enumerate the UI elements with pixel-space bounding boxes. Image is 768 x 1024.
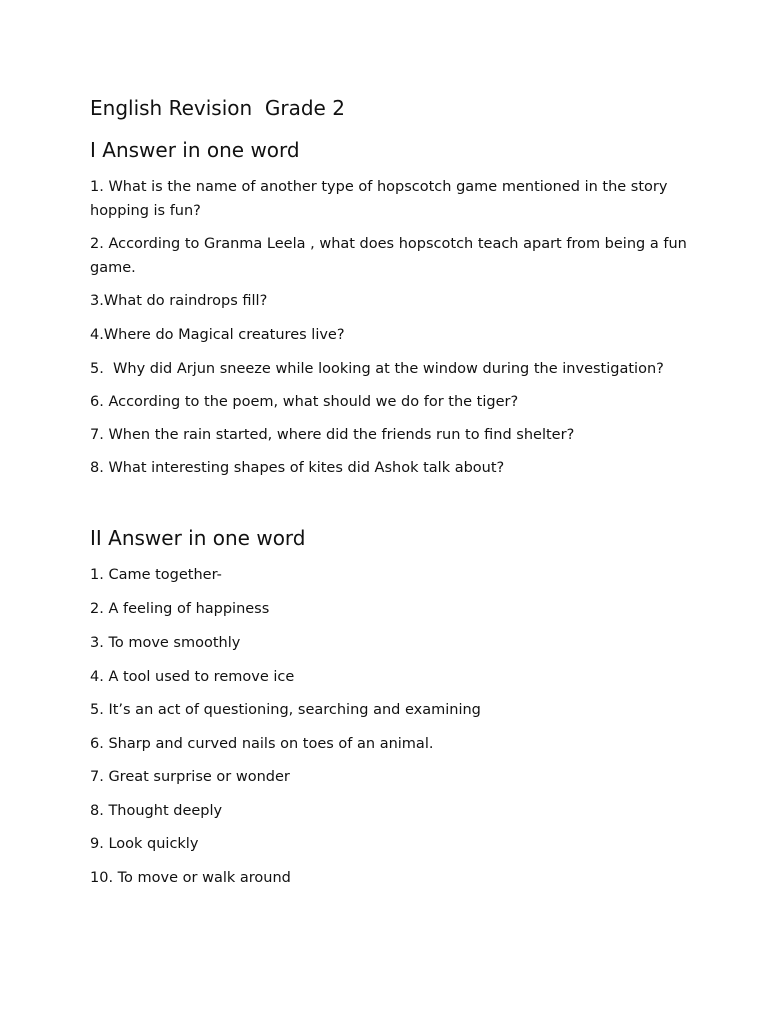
section-2-question-3: 3. To move smoothly bbox=[90, 635, 241, 651]
section-1-question-3: 3.What do raindrops fill? bbox=[90, 293, 268, 309]
section-2-question-2: 2. A feeling of happiness bbox=[90, 601, 270, 617]
section-1-question-6: 6. According to the poem, what should we do for the tiger? bbox=[90, 394, 519, 410]
section-2-question-10: 10. To move or walk around bbox=[90, 870, 291, 886]
section-1-question-2: 2. According to Granma Leela , what does hopscotch teach apart from being a fun game. bbox=[90, 236, 692, 276]
section-1-question-7: 7. When the rain started, where did the friends run to find shelter? bbox=[90, 427, 575, 443]
section-2-question-6: 6. Sharp and curved nails on toes of an animal. bbox=[90, 736, 434, 752]
section-1-heading: I Answer in one word bbox=[90, 138, 300, 162]
section-1-question-4: 4.Where do Magical creatures live? bbox=[90, 327, 345, 343]
document-title: English Revision Grade 2 bbox=[90, 96, 345, 120]
section-2-question-1: 1. Came together- bbox=[90, 567, 222, 583]
section-1-question-5: 5. Why did Arjun sneeze while looking at the window during the investigation? bbox=[90, 361, 664, 377]
section-2-question-5: 5. It’s an act of questioning, searching and examining bbox=[90, 702, 481, 718]
section-2-heading: II Answer in one word bbox=[90, 526, 306, 550]
section-2-question-9: 9. Look quickly bbox=[90, 836, 199, 852]
section-1-question-1: 1. What is the name of another type of hopscotch game mentioned in the story hopping is fun? bbox=[90, 179, 673, 219]
worksheet-page bbox=[90, 0, 750, 1024]
section-1-question-8: 8. What interesting shapes of kites did Ashok talk about? bbox=[90, 460, 505, 476]
section-2-question-4: 4. A tool used to remove ice bbox=[90, 669, 295, 685]
section-2-question-8: 8. Thought deeply bbox=[90, 803, 223, 819]
section-2-question-7: 7. Great surprise or wonder bbox=[90, 769, 290, 785]
